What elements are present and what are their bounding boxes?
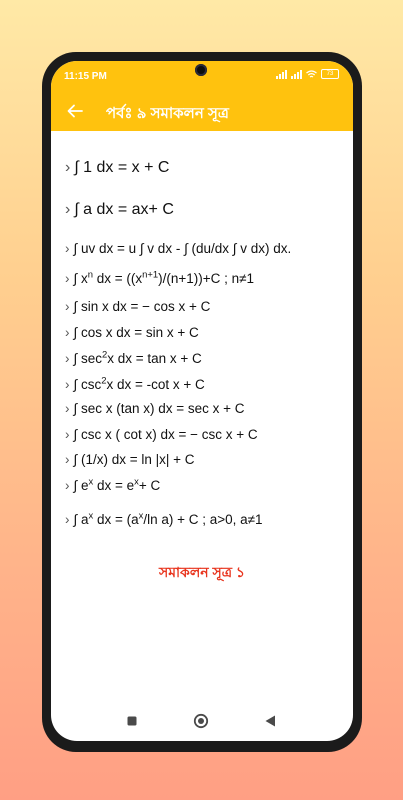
system-nav-bar: [51, 706, 353, 736]
app-bar: [51, 91, 353, 131]
bullet-icon: ›: [65, 350, 70, 366]
circle-icon: [193, 713, 209, 729]
formula-text: ∫ sin x dx = − cos x + C: [73, 299, 211, 314]
bullet-icon: ›: [65, 299, 70, 314]
formula-text: ∫ cos x dx = sin x + C: [73, 325, 199, 340]
formula-item: [65, 349, 202, 366]
bullet-icon: ›: [65, 241, 70, 256]
arrow-left-icon: [67, 104, 83, 118]
formula-item: [65, 476, 160, 493]
formula-text: ∫ uv dx = u ∫ v dx - ∫ (du/dx ∫ v dx) dx.: [73, 241, 292, 256]
formula-item: [65, 269, 254, 286]
home-button[interactable]: [193, 713, 209, 729]
wifi-icon: [306, 70, 317, 79]
bullet-icon: ›: [65, 325, 70, 340]
formula-text: ∫ $\sec^2x$ dx = tan x + C: [73, 349, 202, 366]
formula-item: [65, 325, 199, 340]
formula-text: ∫ $e^x$ dx = $e^x+ C$: [73, 476, 161, 493]
front-camera: [195, 64, 207, 76]
formula-list: [51, 131, 353, 696]
bullet-icon: ›: [65, 159, 71, 176]
next-topic-link[interactable]: সমাকলন সূত্র ১: [158, 564, 246, 580]
triangle-back-icon: [265, 715, 276, 727]
status-time: 11:15 PM: [64, 71, 107, 82]
formula-item: [65, 299, 210, 314]
signal-icon-2: [291, 70, 302, 79]
formula-text: ∫ $a^x$ dx = ($a^x/\ln$ a) + C ; a>0, a≠1: [73, 510, 263, 527]
bullet-icon: ›: [65, 452, 70, 467]
recents-button[interactable]: [124, 713, 140, 729]
formula-item: [65, 201, 174, 219]
bullet-icon: ›: [65, 401, 70, 416]
page-title: পর্বঃ ৯ সমাকলন সূত্র: [106, 105, 229, 122]
formula-text: ∫ 1 dx = x + C: [74, 159, 170, 176]
bullet-icon: ›: [65, 511, 70, 527]
system-back-button[interactable]: [262, 713, 278, 729]
formula-item: [65, 375, 205, 392]
formula-text: ∫ csc x ( cot x) dx = − csc x + C: [73, 427, 258, 442]
formula-text: ∫ (1/x) dx = ln |x| + C: [73, 452, 195, 467]
formula-text: ∫ a dx = ax+ C: [74, 201, 174, 218]
formula-item: [65, 159, 169, 177]
screen: [51, 61, 353, 741]
bullet-icon: ›: [65, 201, 71, 218]
bullet-icon: ›: [65, 270, 70, 286]
formula-text: ∫ sec x (tan x) dx = sec x + C: [73, 401, 245, 416]
status-icons: [276, 69, 339, 79]
bullet-icon: ›: [65, 376, 70, 392]
signal-icon: [276, 70, 287, 79]
formula-text: ∫ $\csc^2x$ dx = -cot x + C: [73, 375, 205, 392]
formula-item: [65, 427, 258, 442]
back-button[interactable]: [61, 97, 89, 125]
formula-item: [65, 510, 263, 527]
formula-item: [65, 241, 291, 256]
battery-icon: 73: [321, 69, 339, 79]
bullet-icon: ›: [65, 477, 70, 493]
formula-item: [65, 452, 195, 467]
formula-item: [65, 401, 245, 416]
bullet-icon: ›: [65, 427, 70, 442]
formula-text: ∫ $x^n$ dx = $((x^{n+1})/(n+1))+C$ ; n≠1: [73, 269, 255, 286]
square-icon: [127, 716, 137, 726]
